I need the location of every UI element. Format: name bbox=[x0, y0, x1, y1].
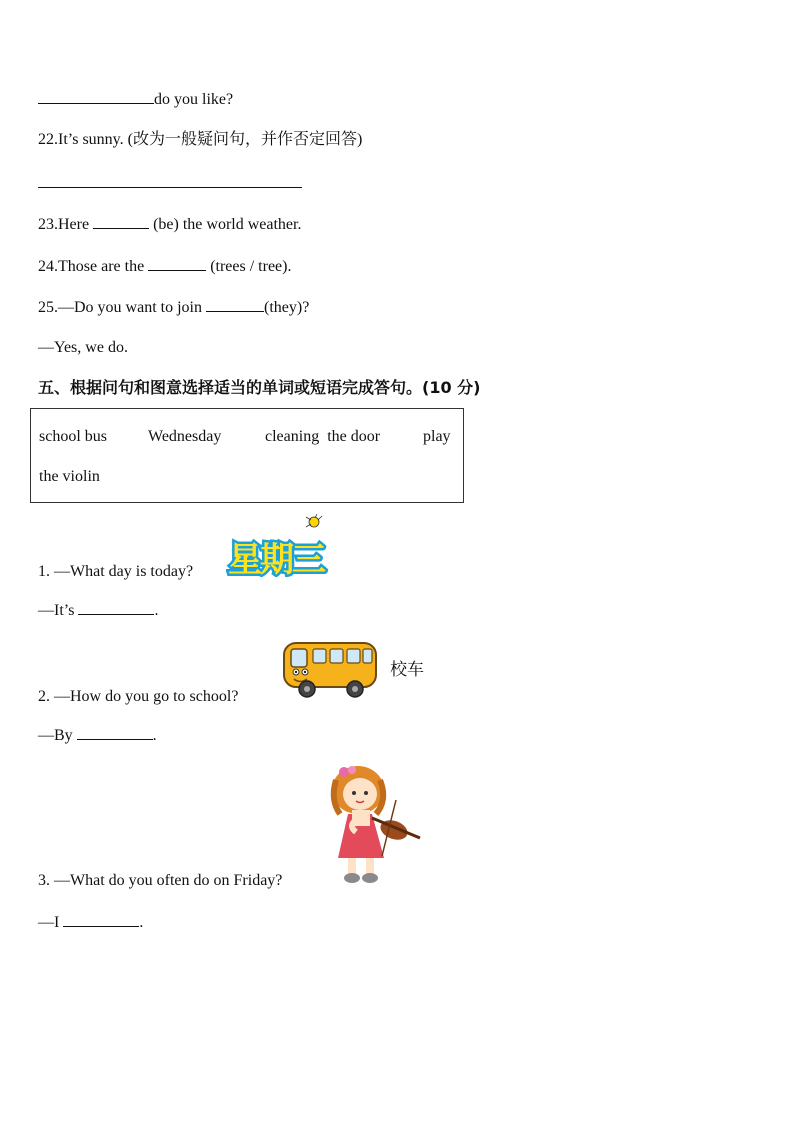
item1-question: 1. —What day is today? bbox=[38, 563, 194, 580]
q23-after: (be) the world weather. bbox=[153, 216, 302, 233]
school-bus-icon bbox=[281, 639, 381, 703]
q25-after: (they)? bbox=[264, 299, 310, 316]
item2-answer: —By . bbox=[38, 724, 157, 746]
q25-before: 25.—Do you want to join bbox=[38, 299, 202, 316]
q24-blank[interactable] bbox=[148, 255, 206, 271]
q24-before: 24.Those are the bbox=[38, 258, 145, 275]
q25-line bbox=[38, 296, 309, 318]
word-wednesday: Wednesday bbox=[148, 428, 222, 445]
q23-line bbox=[38, 213, 301, 235]
girl-violin-icon bbox=[326, 760, 426, 888]
item2-blank[interactable] bbox=[77, 724, 153, 740]
q25-blank[interactable] bbox=[206, 296, 264, 312]
word-play: play bbox=[423, 428, 451, 445]
word-bank-box bbox=[30, 408, 464, 503]
q24-line bbox=[38, 255, 291, 277]
item1-blank[interactable] bbox=[78, 599, 154, 615]
q24-after: (trees / tree). bbox=[210, 258, 292, 275]
q22-answer-line bbox=[38, 172, 302, 194]
q22-text: 22.It’s sunny. (改为一般疑问句，并作否定回答) bbox=[38, 131, 363, 148]
wednesday-chinese-title-icon bbox=[226, 513, 338, 577]
item3-question: 3. —What do you often do on Friday? bbox=[38, 872, 283, 889]
word-cleaning-the-door: cleaning the door bbox=[265, 428, 381, 445]
q23-blank[interactable] bbox=[93, 213, 149, 229]
item3-blank[interactable] bbox=[63, 911, 139, 927]
q23-before: 23.Here bbox=[38, 216, 90, 233]
item1-answer: —It’s . bbox=[38, 599, 158, 621]
q25-answer: —Yes, we do. bbox=[38, 339, 128, 356]
word-school-bus: school bus bbox=[39, 428, 107, 445]
q22-answer-blank[interactable] bbox=[38, 172, 302, 188]
section5-title: 五、根据问句和图意选择适当的单词或短语完成答句。(10 分) bbox=[38, 378, 481, 397]
q21-tail: do you like? bbox=[154, 91, 234, 108]
item2-question: 2. —How do you go to school? bbox=[38, 688, 239, 705]
item3-answer: —I . bbox=[38, 911, 143, 933]
school-bus-caption: 校车 bbox=[390, 660, 424, 680]
q21-blank[interactable] bbox=[38, 88, 154, 104]
q21-line bbox=[38, 88, 233, 110]
word-the-violin: the violin bbox=[39, 468, 100, 485]
svg-text:星期三: 星期三 bbox=[228, 540, 324, 577]
